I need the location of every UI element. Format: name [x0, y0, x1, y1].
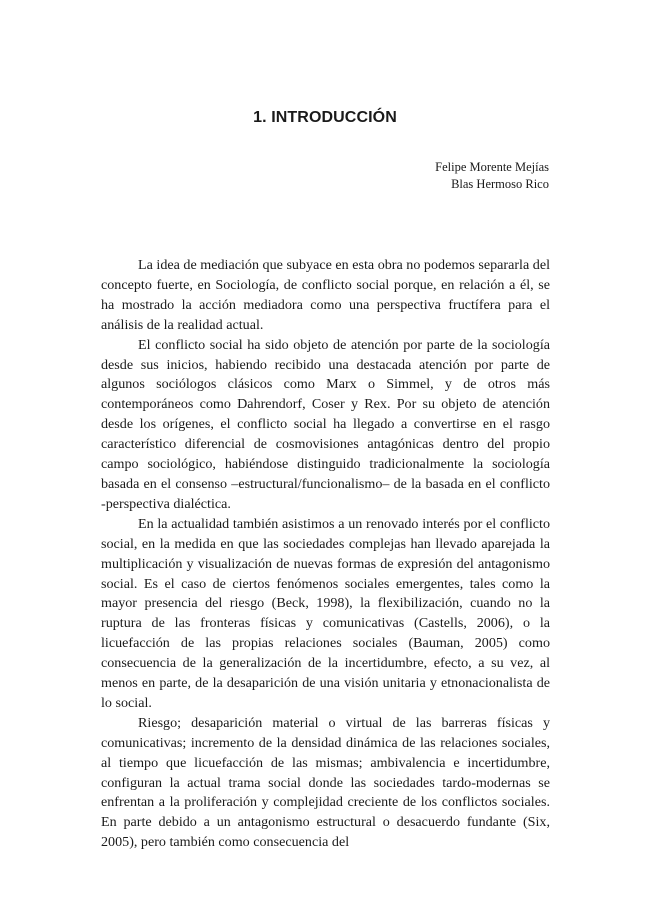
author-name: Blas Hermoso Rico: [451, 177, 549, 191]
paragraph: La idea de mediación que subyace en esta obra no podemos separarla del concepto fuerte, en Sociología, de conflicto social porque, en relación a él, se ha mostrado la acción mediadora como una perspectiva fructífera para el análisis de la realidad actual.: [101, 257, 550, 333]
author-name: Felipe Morente Mejías: [435, 160, 549, 174]
paragraph: El conflicto social ha sido objeto de atención por parte de la sociología desde sus inicios, habiendo recibido una destacada atención por parte de algunos sociólogos clásicos como Marx o Simmel, y de otros más contemporáneos como Dahrendorf, Coser y Rex. Por su objeto de atención desde los orígenes, el conflicto social ha llegado a convertirse en el rasgo característico diferencial de cosmovisiones antagónicas dentro del propio campo sociológico, habiéndose distinguido tradicionalmente la sociología basada en el consenso –estructural/funcionalismo– de la basada en el conflicto -perspectiva dialéctica.: [101, 336, 550, 512]
paragraph: Riesgo; desaparición material o virtual de las barreras físicas y comunicativas; incremento de la densidad dinámica de las relaciones sociales, al tiempo que licuefacción de las mismas; ambivalencia e incertidumbre, configuran la actual trama social donde las sociedades tardo-modernas se enfrentan a la proliferación y complejidad creciente de los conflictos sociales. En parte debido a un antagonismo estructural o desacuerdo fundante (Six, 2005), pero también como consecuencia del: [101, 714, 550, 851]
chapter-title: 1. INTRODUCCIÓN: [253, 109, 397, 126]
paragraph: En la actualidad también asistimos a un renovado interés por el conflicto social, en la medida en que las sociedades complejas han llevado aparejada la multiplicación y visualización de nuevas formas de expresión del antagonismo social. Es el caso de ciertos fenómenos sociales emergentes, tales como la mayor presencia del riesgo (Beck, 1998), la flexibilización, cuando no la ruptura de las fronteras físicas y comunicativas (Castells, 2006), o la licuefacción de las propias relaciones sociales (Bauman, 2005) como consecuencia de la generalización de la incertidumbre, efecto, a su vez, al menos en parte, de la desaparición de una visión unitaria y etnonacionalista de lo social.: [101, 515, 550, 711]
body-text: [101, 256, 550, 853]
author-block: [435, 159, 549, 193]
